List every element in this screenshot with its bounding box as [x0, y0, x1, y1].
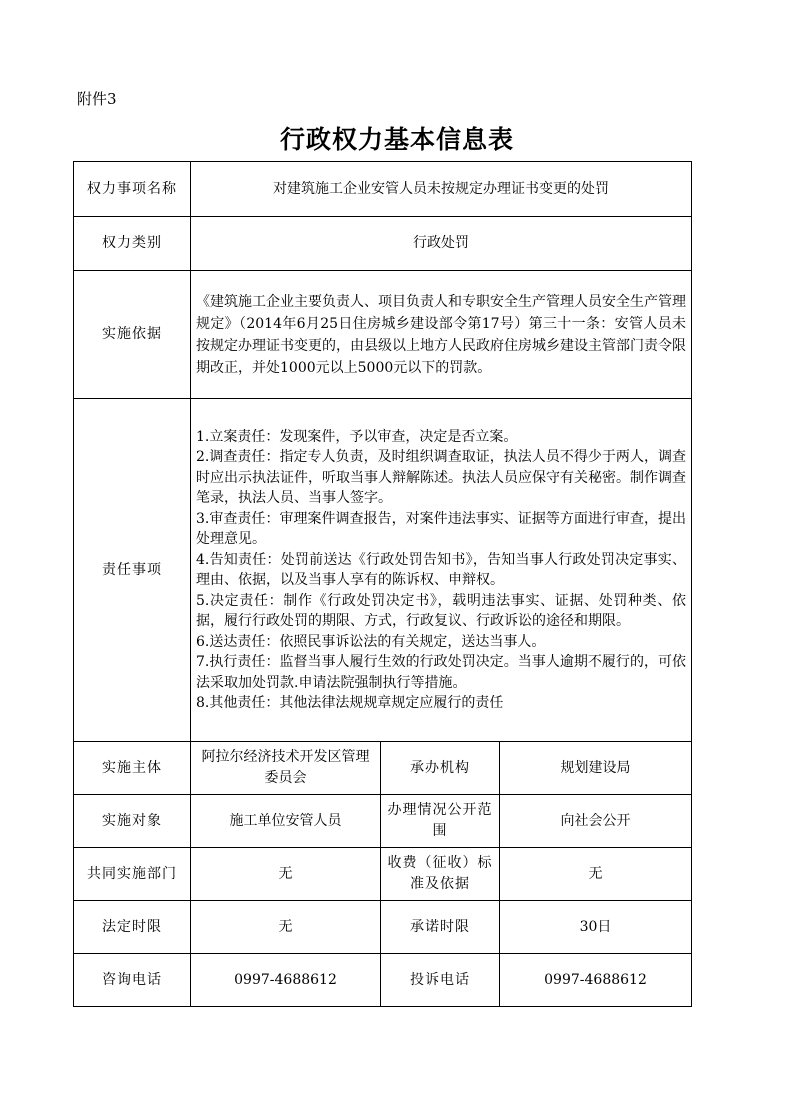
value-basis: 《建筑施工企业主要负责人、项目负责人和专职安全生产管理人员安全生产管理规定》（2014年6月25日住房城乡建设部令第17号）第三十一条：安管人员未按规定办理证书变更的，由县级以上地方人民政府住房城乡建设主管部门责令限期改正，并处1000元以上5000元以下的罚款。	[191, 271, 692, 399]
responsibility-item: 5.决定责任：制作《行政处罚决定书》，载明违法事实、证据、处罚种类、依据，履行行政处罚的期限、方式，行政复议、行政诉讼的途径和期限。	[196, 592, 686, 629]
value-disclosure-scope: 向社会公开	[500, 795, 692, 848]
value-promised-time-limit: 30日	[500, 901, 692, 954]
label-basis: 实施依据	[74, 271, 191, 399]
value-subject: 阿拉尔经济技术开发区管理委员会	[191, 742, 381, 795]
page-title: 行政权力基本信息表	[279, 125, 514, 154]
value-joint-department: 无	[191, 848, 381, 901]
label-name: 权力事项名称	[74, 162, 191, 217]
row-target	[74, 795, 692, 848]
info-table	[73, 161, 692, 1007]
value-fee-standard: 无	[500, 848, 692, 901]
responsibility-item: 8.其他责任：其他法律法规规章规定应履行的责任	[196, 695, 504, 711]
responsibility-item: 6.送达责任：依照民事诉讼法的有关规定，送达当事人。	[196, 633, 546, 650]
label-disclosure-scope: 办理情况公开范围	[381, 795, 500, 848]
row-phone	[74, 954, 692, 1007]
value-consult-phone: 0997-4688612	[191, 954, 381, 1007]
value-legal-time-limit: 无	[191, 901, 381, 954]
label-promised-time-limit: 承诺时限	[381, 901, 500, 954]
label-handling-agency: 承办机构	[381, 742, 500, 795]
row-time-limit	[74, 901, 692, 954]
label-target: 实施对象	[74, 795, 191, 848]
label-responsibilities: 责任事项	[74, 399, 191, 742]
value-category: 行政处罚	[191, 217, 692, 271]
value-handling-agency: 规划建设局	[500, 742, 692, 795]
row-joint	[74, 848, 692, 901]
label-fee-standard: 收费（征收）标准及依据	[381, 848, 500, 901]
row-name	[74, 162, 692, 217]
value-complaint-phone: 0997-4688612	[500, 954, 692, 1007]
label-consult-phone: 咨询电话	[74, 954, 191, 1007]
label-legal-time-limit: 法定时限	[74, 901, 191, 954]
value-name: 对建筑施工企业安管人员未按规定办理证书变更的处罚	[191, 162, 692, 217]
label-joint-department: 共同实施部门	[74, 848, 191, 901]
label-category: 权力类别	[74, 217, 191, 271]
responsibility-item: 2.调查责任：指定专人负责，及时组织调查取证，执法人员不得少于两人，调查时应出示执法证件，听取当事人辩解陈述。执法人员应保守有关秘密。制作调查笔录，执法人员、当事人签字。	[196, 449, 686, 506]
value-responsibilities	[191, 399, 692, 742]
label-subject: 实施主体	[74, 742, 191, 795]
row-basis	[74, 271, 692, 399]
row-responsibilities	[74, 399, 692, 742]
row-subject	[74, 742, 692, 795]
label-complaint-phone: 投诉电话	[381, 954, 500, 1007]
annex-label: 附件3	[77, 90, 117, 108]
responsibility-item: 1.立案责任：发现案件，予以审查，决定是否立案。	[196, 428, 518, 445]
value-target: 施工单位安管人员	[191, 795, 381, 848]
responsibility-item: 4.告知责任：处罚前送达《行政处罚告知书》，告知当事人行政处罚决定事实、理由、依据，以及当事人享有的陈诉权、申辩权。	[196, 551, 686, 588]
responsibility-item: 7.执行责任：监督当事人履行生效的行政处罚决定。当事人逾期不履行的，可依法采取加处罚款.申请法院强制执行等措施。	[196, 654, 686, 691]
row-category	[74, 217, 692, 271]
responsibility-item: 3.审查责任：审理案件调查报告，对案件违法事实、证据等方面进行审查，提出处理意见。	[196, 510, 686, 547]
